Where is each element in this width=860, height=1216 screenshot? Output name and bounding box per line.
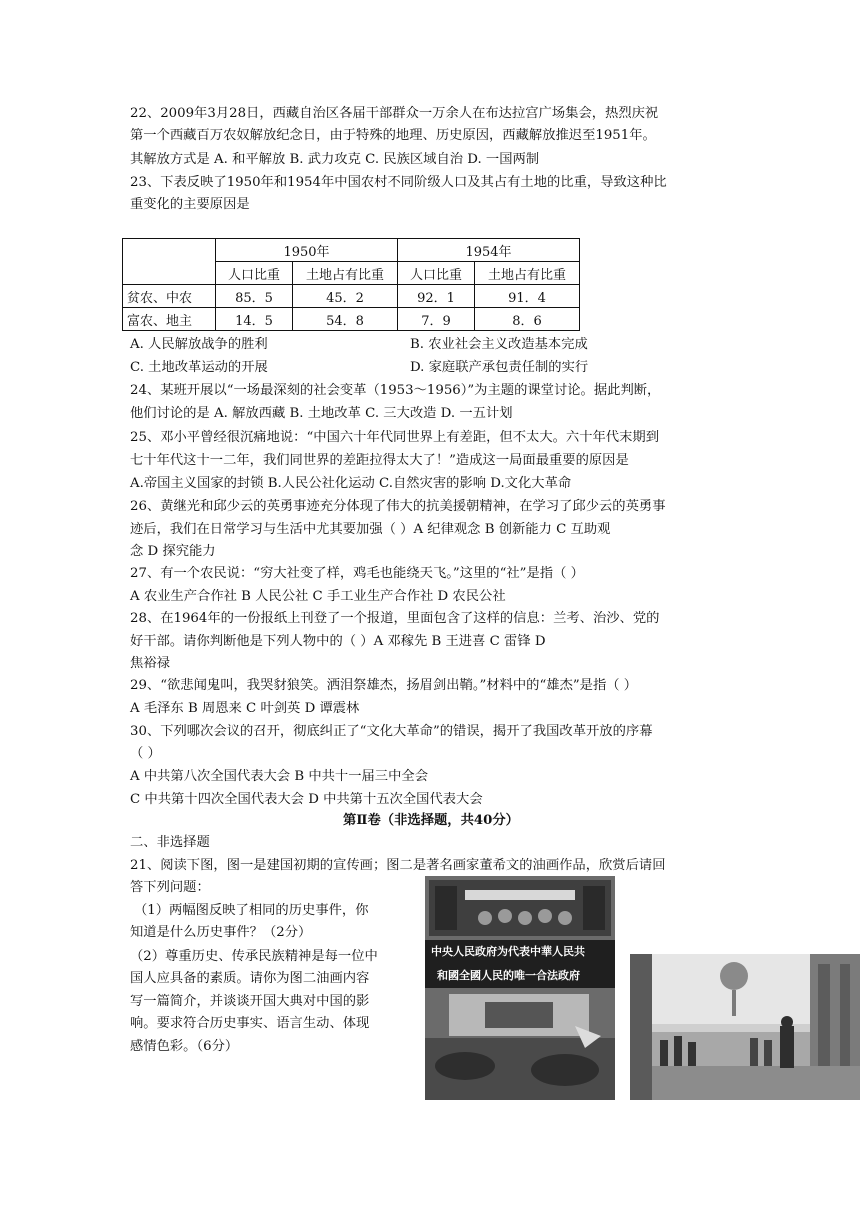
q24-line2: 他们讨论的是 A. 解放西藏 B. 土地改革 C. 三大改造 D. 一五计划 [130, 406, 513, 421]
table-col-pop-1950: 人口比重 [216, 262, 293, 285]
table-year-1950: 1950年 [216, 239, 398, 262]
q21-line2: 答下列问题： [130, 880, 210, 895]
q21-sub1-line1: （1）两幅图反映了相同的历史事件，你 [134, 903, 369, 918]
table-cell: 7．9 [398, 308, 475, 331]
table-cell: 54．8 [293, 308, 398, 331]
q21-sub2-line5: 感情色彩。（6分） [130, 1039, 239, 1054]
q25-line1: 25、邓小平曾经很沉痛地说：“中国六十年代同世界上有差距，但不太大。六十年代末期到 [130, 430, 659, 445]
table-row-label: 贫农、中农 [123, 285, 216, 308]
table-cell: 8．6 [475, 308, 580, 331]
table-col-land-1950: 土地占有比重 [293, 262, 398, 285]
q22-line3: 其解放方式是 A. 和平解放 B. 武力攻克 C. 民族区域自治 D. 一国两制 [130, 152, 540, 167]
q30-line2: （ ） [130, 746, 161, 761]
q28-line1: 28、在1964年的一份报纸上刊登了一个报道，里面包含了这样的信息：兰考、治沙、党的 [130, 611, 660, 626]
q23-line2: 重变化的主要原因是 [130, 197, 250, 212]
table-corner [123, 239, 216, 285]
table-cell: 91．4 [475, 285, 580, 308]
section2-heading: 二、非选择题 [130, 835, 210, 850]
table-cell: 92．1 [398, 285, 475, 308]
q23-line1: 23、下表反映了1950年和1954年中国农村不同阶级人口及其占有土地的比重，导致这种比 [130, 175, 667, 190]
q21-line1: 21、阅读下图，图一是建国初期的宣传画；图二是著名画家董希文的油画作品，欣赏后请回 [130, 858, 666, 873]
q28-line2: 好干部。请你判断他是下列人物中的（ ）A 邓稼先 B 王进喜 C 雷锋 D [130, 634, 546, 649]
q29-line2: A 毛泽东 B 周恩来 C 叶剑英 D 谭震林 [130, 701, 360, 716]
q30-line4: C 中共第十四次全国代表大会 D 中共第十五次全国代表大会 [130, 792, 483, 807]
q21-sub2-line2: 国人应具备的素质。请你为图二油画内容 [130, 971, 370, 986]
propaganda-poster-image [425, 876, 615, 1100]
table-row-label: 富农、地主 [123, 308, 216, 331]
q21-sub1-line2: 知道是什么历史事件？（2分） [130, 925, 312, 940]
q28-line3: 焦裕禄 [130, 656, 170, 671]
q29-line1: 29、“欲悲闻鬼叫，我哭豺狼笑。洒泪祭雄杰，扬眉剑出鞘。”材料中的“雄杰”是指（ ） [130, 678, 638, 693]
q23-option-a: A. 人民解放战争的胜利 [130, 337, 268, 352]
q30-line1: 30、下列哪次会议的召开，彻底纠正了“文化大革命”的错误，揭开了我国改革开放的序幕 [130, 724, 653, 739]
q22-line2: 第一个西藏百万农奴解放纪念日，由于特殊的地理、历史原因，西藏解放推迟至1951年。 [130, 128, 656, 143]
table-cell: 85．5 [216, 285, 293, 308]
table-year-1954: 1954年 [398, 239, 580, 262]
table-cell: 45．2 [293, 285, 398, 308]
q23-option-c: C. 土地改革运动的开展 [130, 360, 268, 375]
q23-option-b: B. 农业社会主义改造基本完成 [410, 337, 588, 352]
q23-option-d: D. 家庭联产承包责任制的实行 [410, 360, 589, 375]
q22-line1: 22、2009年3月28日，西藏自治区各届干部群众一万余人在布达拉宫广场集会，热烈庆祝 [130, 106, 659, 121]
table-row [123, 285, 580, 308]
poster-caption-line2: 和國全國人民的唯一合法政府 [437, 969, 580, 982]
q27-line2: A 农业生产合作社 B 人民公社 C 手工业生产合作社 D 农民公社 [130, 589, 506, 604]
q25-line2: 七十年代这十一二年，我们同世界的差距拉得太大了！”造成这一局面最重要的原因是 [130, 453, 629, 468]
table-row [123, 308, 580, 331]
q26-line3: 念 D 探究能力 [130, 544, 216, 559]
table-col-pop-1954: 人口比重 [398, 262, 475, 285]
table-cell: 14．5 [216, 308, 293, 331]
q30-line3: A 中共第八次全国代表大会 B 中共十一届三中全会 [130, 769, 428, 784]
section2-title: 第Ⅱ卷（非选择题，共40分） [343, 813, 519, 828]
q21-sub2-line3: 写一篇简介，并谈谈开国大典对中国的影 [130, 994, 370, 1009]
q27-line1: 27、有一个农民说：“穷大社变了样，鸡毛也能绕天飞。”这里的“社”是指（ ） [130, 566, 584, 581]
q24-line1: 24、某班开展以“一场最深刻的社会变革（1953～1956）”为主题的课堂讨论。据此判断， [130, 383, 661, 398]
table-col-land-1954: 土地占有比重 [475, 262, 580, 285]
q21-sub2-line1: （2）尊重历史、传承民族精神是每一位中 [130, 949, 378, 964]
poster-caption-line1: 中央人民政府为代表中華人民共 [431, 945, 585, 958]
founding-ceremony-painting-image [630, 954, 860, 1100]
q25-line3: A.帝国主义国家的封锁 B.人民公社化运动 C.自然灾害的影响 D.文化大革命 [130, 476, 572, 491]
land-ratio-table [122, 238, 580, 331]
q26-line1: 26、黄继光和邱少云的英勇事迹充分体现了伟大的抗美援朝精神，在学习了邱少云的英勇事 [130, 499, 666, 514]
q26-line2: 迹后，我们在日常学习与生活中尤其要加强（ ）A 纪律观念 B 创新能力 C 互助观 [130, 522, 611, 537]
q21-sub2-line4: 响。要求符合历史事实、语言生动、体现 [130, 1016, 370, 1031]
